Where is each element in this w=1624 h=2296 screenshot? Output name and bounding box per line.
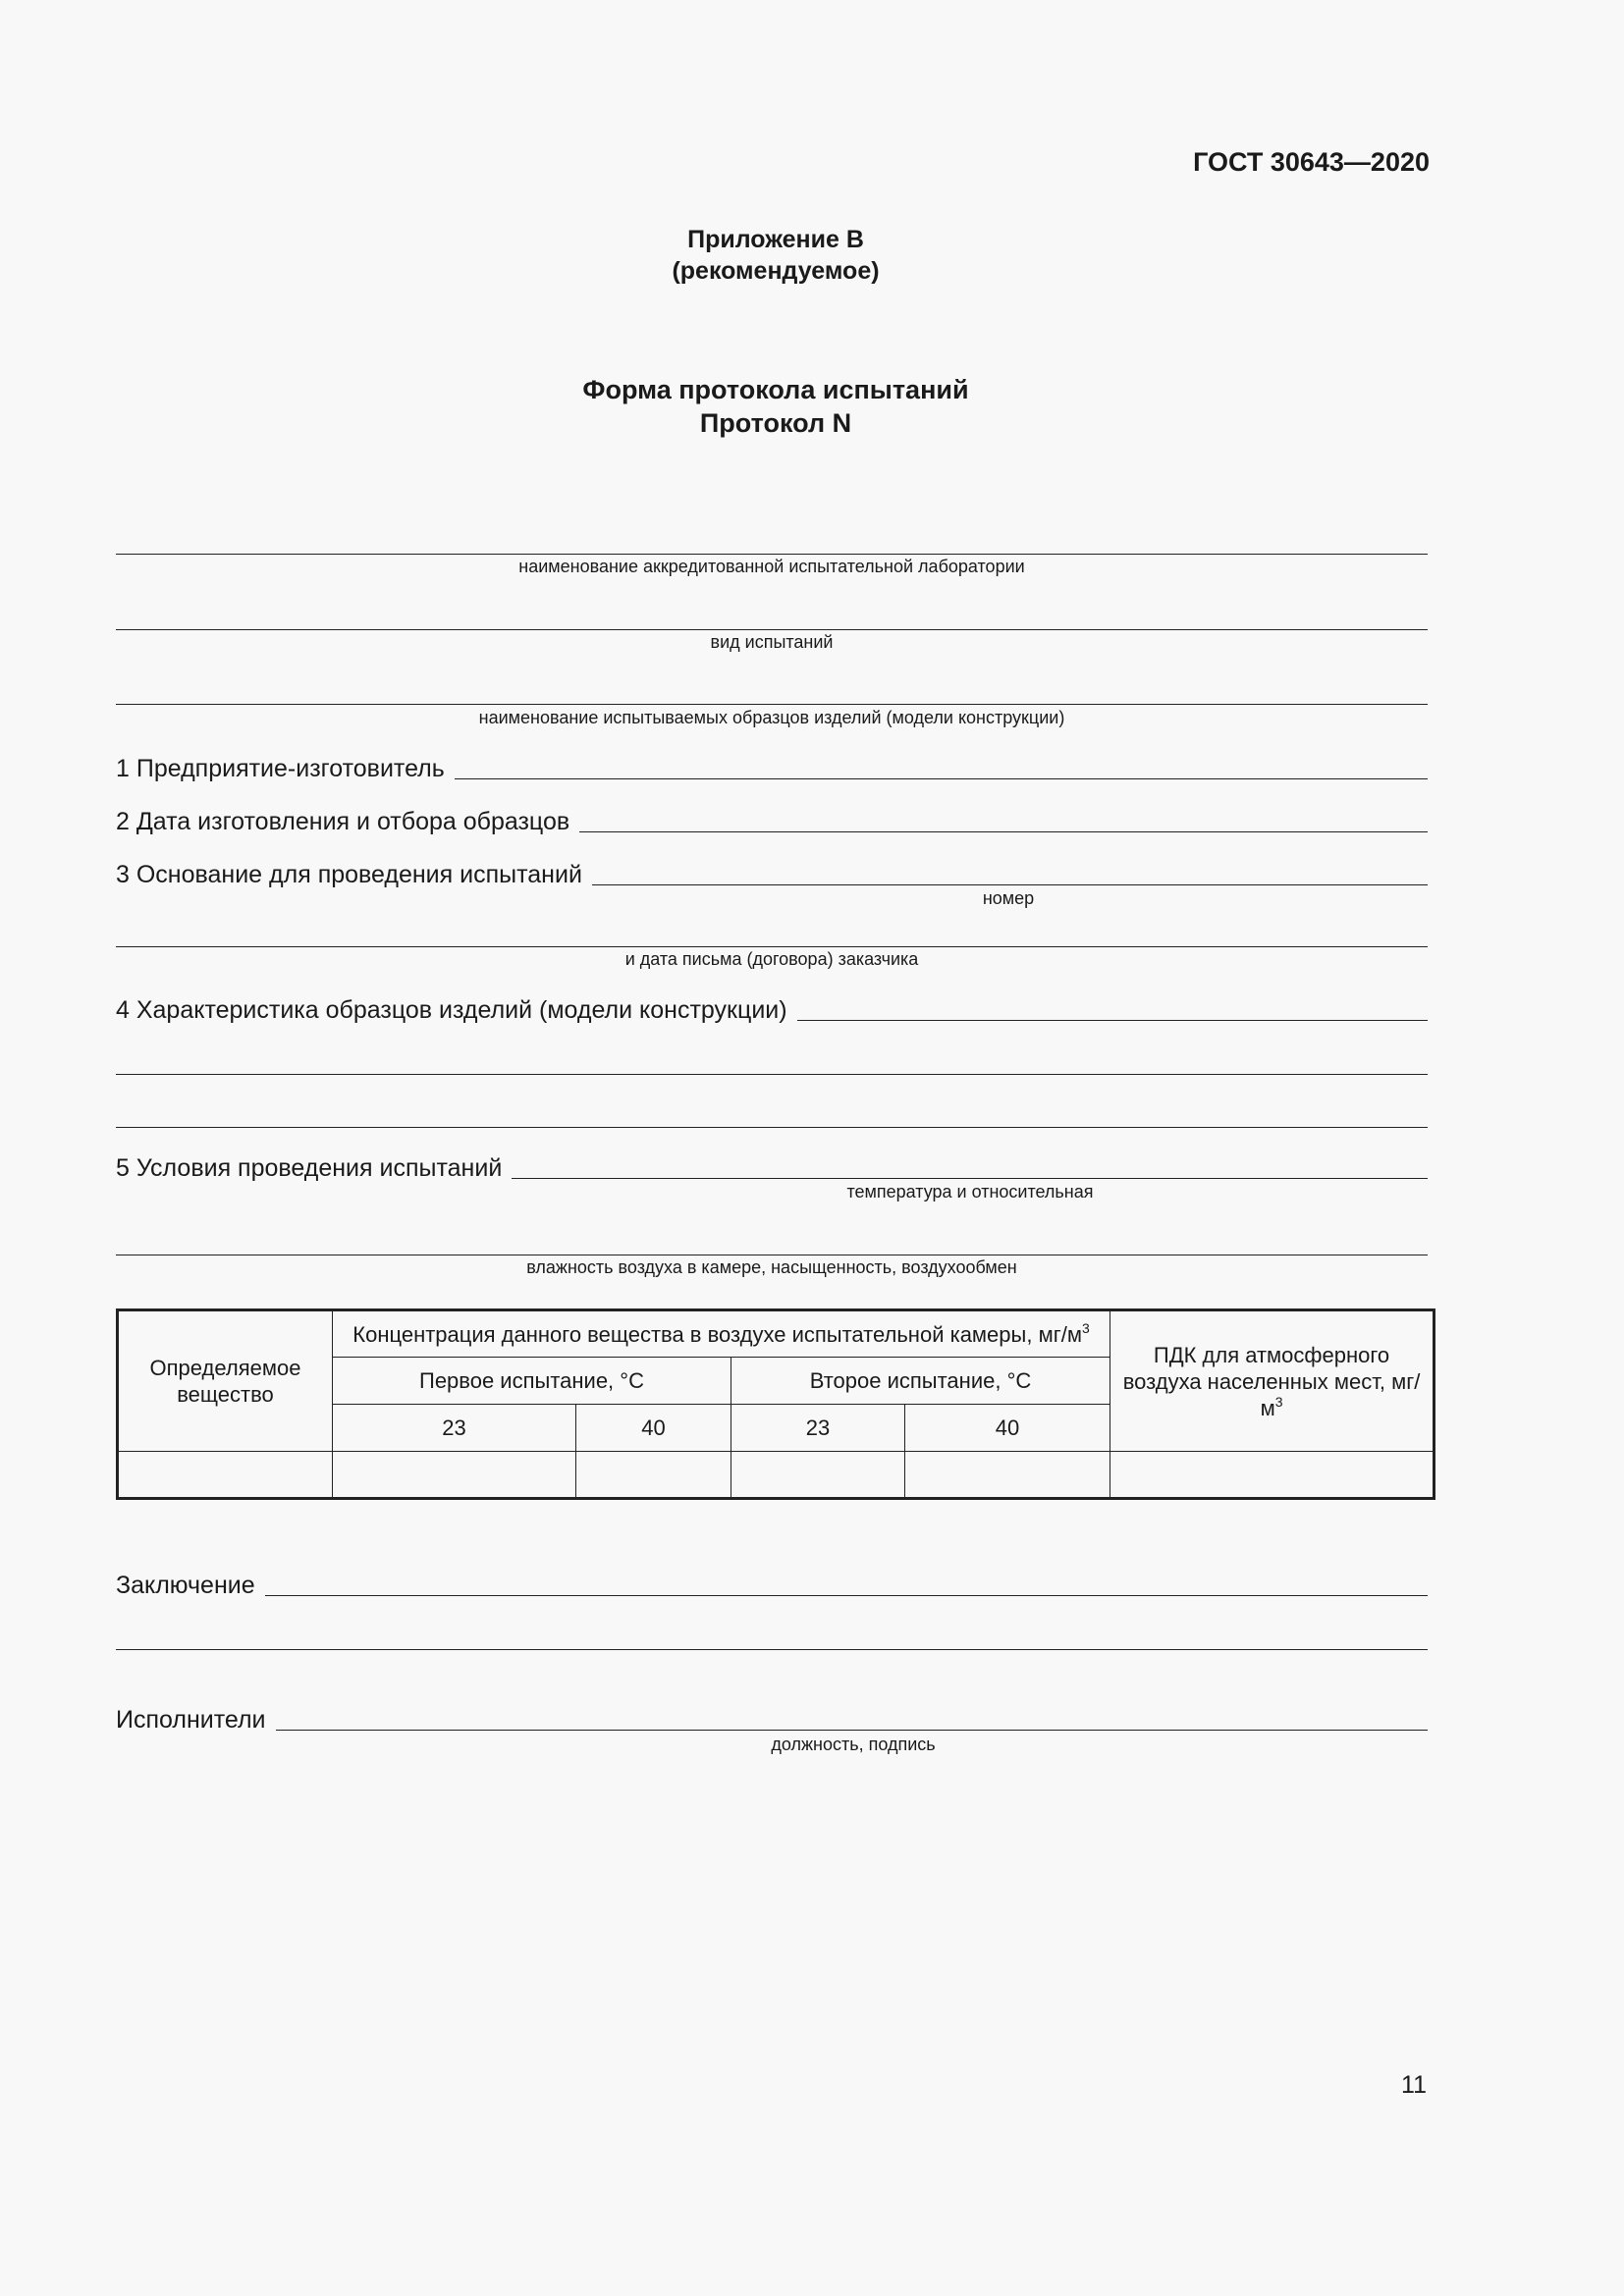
table-cell[interactable] — [1110, 1452, 1435, 1499]
document-code: ГОСТ 30643—2020 — [1193, 147, 1430, 177]
manufacturer-field — [116, 744, 1428, 783]
samples-line[interactable] — [116, 704, 1428, 705]
table-row — [118, 1452, 1435, 1499]
pdk-header — [1110, 1310, 1435, 1452]
appendix-subtitle: (рекомендуемое) — [672, 257, 880, 285]
number-caption: номер — [982, 888, 1035, 908]
pdk-header-text: ПДК для атмосферного воздуха населенных мест, мг/м — [1122, 1342, 1421, 1420]
conditions-label: 5 Условия проведения испытаний — [116, 1154, 503, 1182]
date-input-line[interactable] — [579, 831, 1428, 832]
humidity-caption: влажность воздуха в камере, насыщенность, воздухообмен — [526, 1257, 1017, 1277]
conclusion-input-line[interactable] — [265, 1595, 1428, 1596]
test-type-line[interactable] — [116, 629, 1428, 630]
date-field — [116, 797, 1428, 836]
conclusion-field — [116, 1561, 1428, 1600]
temp-caption: температура и относительная — [846, 1182, 1094, 1201]
basis-input-line[interactable] — [592, 884, 1428, 885]
test-type-caption: вид испытаний — [710, 632, 834, 652]
temp-header: 40 — [576, 1405, 731, 1452]
temp-header: 23 — [333, 1405, 576, 1452]
concentration-header — [333, 1310, 1110, 1358]
letter-date-caption: и дата письма (договора) заказчика — [624, 949, 919, 969]
samples-caption: наименование испытываемых образцов изделий (модели конструкции) — [478, 708, 1065, 727]
form-title: Форма протокола испытаний — [582, 375, 969, 404]
conclusion-line-2[interactable] — [116, 1649, 1428, 1650]
conditions-input-line[interactable] — [512, 1178, 1428, 1179]
appendix-title: Приложение В — [687, 226, 864, 253]
table-cell[interactable] — [576, 1452, 731, 1499]
substance-header — [118, 1310, 333, 1452]
lab-name-line[interactable] — [116, 554, 1428, 555]
characteristics-input-line[interactable] — [797, 1020, 1428, 1021]
temp-header: 23 — [731, 1405, 905, 1452]
table-cell[interactable] — [905, 1452, 1110, 1499]
executors-label: Исполнители — [116, 1706, 266, 1734]
substance-header-text: Определяемое вещество — [149, 1356, 301, 1407]
conclusion-label: Заключение — [116, 1572, 255, 1599]
conditions-field — [116, 1144, 1428, 1183]
concentration-unit-sup: 3 — [1081, 1319, 1090, 1336]
characteristics-field — [116, 986, 1428, 1025]
first-test-header: Первое испытание, °С — [333, 1358, 731, 1405]
lab-name-caption: наименование аккредитованной испытательной лаборатории — [518, 557, 1025, 576]
letter-date-line[interactable] — [116, 946, 1428, 947]
results-table — [116, 1308, 1435, 1500]
protocol-title: Протокол N — [699, 408, 852, 438]
basis-field — [116, 850, 1428, 889]
concentration-header-text: Концентрация данного вещества в воздухе испытательной камеры, мг/м — [352, 1321, 1082, 1347]
executors-field — [116, 1695, 1428, 1735]
signature-caption: должность, подпись — [771, 1735, 936, 1754]
basis-label: 3 Основание для проведения испытаний — [116, 861, 582, 888]
pdk-unit-sup: 3 — [1274, 1393, 1283, 1410]
temp-header: 40 — [905, 1405, 1110, 1452]
characteristics-line-2[interactable] — [116, 1074, 1428, 1075]
table-cell[interactable] — [333, 1452, 576, 1499]
second-test-header: Второе испытание, °С — [731, 1358, 1110, 1405]
manufacturer-input-line[interactable] — [455, 778, 1428, 779]
manufacturer-label: 1 Предприятие-изготовитель — [116, 755, 445, 782]
characteristics-line-3[interactable] — [116, 1127, 1428, 1128]
executors-input-line[interactable] — [276, 1730, 1428, 1731]
date-label: 2 Дата изготовления и отбора образцов — [116, 808, 570, 835]
characteristics-label: 4 Характеристика образцов изделий (модели конструкции) — [116, 996, 787, 1024]
page-number: 11 — [1401, 2071, 1427, 2099]
table-cell[interactable] — [118, 1452, 333, 1499]
table-cell[interactable] — [731, 1452, 905, 1499]
